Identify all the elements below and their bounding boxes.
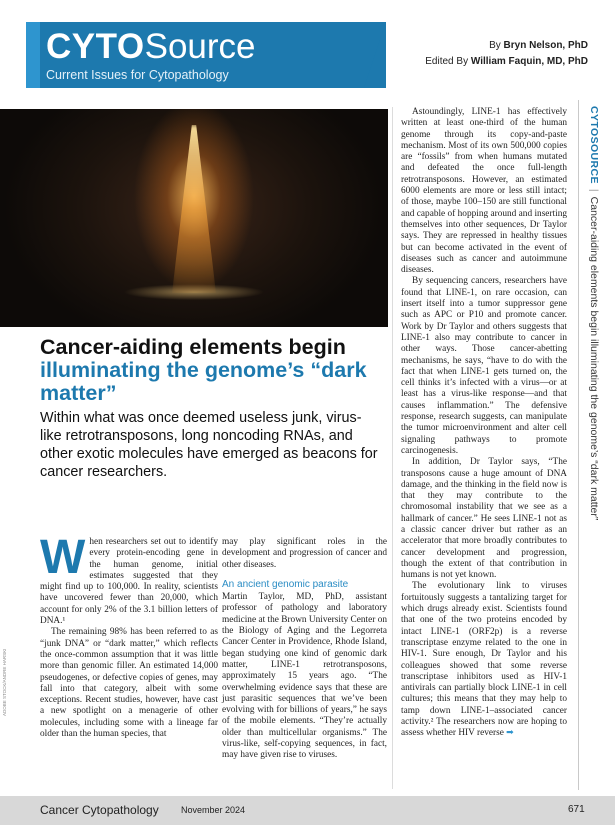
body-column-2 bbox=[222, 537, 387, 762]
logo-bold: CYTO bbox=[46, 27, 145, 66]
editor-line: Edited By William Faquin, MD, PhD bbox=[425, 56, 588, 67]
body-column-3 bbox=[401, 107, 567, 740]
paragraph: may play significant roles in the development and progression of cancer and other diseases. bbox=[222, 537, 387, 570]
article-deck: Within what was once deemed useless junk, virus-like retrotransposons, long noncoding RNAs, and other exotic molecules have emerged as beacons for cancer researchers. bbox=[40, 410, 378, 480]
section-side-tab bbox=[588, 106, 600, 520]
paragraph: The evolutionary link to viruses fortuitously suggests a tantalizing target for which drugs already exist. Scientists found that one of the two proteins encoded by intact LINE-1 (ORF2p) is a reverse transcriptase enzyme related to the one in HIV-1. Sure enough, Dr Taylor and his colleagues showed that some reverse transcriptase inhibitors used as HIV-1 antivirals can partially block LINE-1 in cell cultures; this means that they may help to tamp down LINE-1–associated cancer activity.² The researchers now are hoping to assess whether HIV reverse ➡ bbox=[401, 581, 567, 739]
side-tab-separator: | bbox=[588, 188, 600, 192]
paragraph: When researchers set out to identify every protein-encoding gene in the human genome, initial estimates suggested that they might find up to 100,000. In reality, scientists have uncovered fewer than 20,000, which account for only 2% of the 3.1 billion letters of DNA.¹ bbox=[40, 531, 218, 627]
cytosource-logo bbox=[46, 28, 256, 66]
headline-line-1: Cancer-aiding elements begin bbox=[40, 335, 346, 359]
masthead-stripe bbox=[26, 22, 40, 88]
paragraph: In addition, Dr Taylor says, “The transposons cause a huge amount of DNA damage, and the thinking in the field now is that they may contribute to the chromosomal instability that we see as a hallmark of cancer.” He sees LINE-1 not as a classic cancer driver but rather as an accelerator that more broadly contributes to cancer development and progression, though the extent of that contribution in humans is not yet known. bbox=[401, 457, 567, 581]
paragraph: Astoundingly, LINE-1 has effectively written at least one-third of the human genome through its copy-and-paste mechanism. Most of its own 500,000 copies are “fossils” from when humans mutated and defeated the once full-length retrotransposons. However, an estimated 6000 elements are more or less still intact; of those, maybe 100–150 are still functional and capable of hopping around and inserting themselves into other sequences, Dr Taylor says. They are repressed in healthy tissues but can become activated in the event of diseases such as cancer and autoimmune diseases. bbox=[401, 107, 567, 276]
spotlight-beam bbox=[172, 125, 216, 293]
bylines bbox=[388, 38, 588, 70]
masthead-wedge bbox=[364, 22, 386, 88]
drop-cap: W bbox=[40, 531, 86, 584]
page-footer bbox=[0, 796, 615, 825]
paragraph: Martin Taylor, MD, PhD, assistant professor of pathology and laboratory medicine at the Brown University Center on the Biology of Aging and the Legorreta Cancer Center in Providence, Rhode Island, began studying one kind of genomic dark matter, LINE-1 retrotransposons, approximately 15 years ago. “The overwhelming evidence says that these are just parasitic sequences that we’ve been evolving with for billions of years,” he says of the mobile elements. “They’re actually older than multicellular organisms.” The virus-like, self-copying sequences, in fact, may have given rise to viruses. bbox=[222, 592, 387, 761]
headline-line-2: illuminating the genome’s “dark matter” bbox=[40, 358, 367, 405]
paragraph: By sequencing cancers, researchers have found that LINE-1, on rare occasion, can insert itself into a tumor suppressor gene such as APC or P10 and promote cancer. Work by Dr Taylor and others suggests that LINE-1 also may contribute to cancer in other ways. Those cancer-abetting mechanisms, he says, “have to do with the fact that when LINE-1 gets turned on, the cell thinks it’s infected with a virus—or at least has a virus-like response—and that causes inflammation.” The defensive response, research suggests, can manipulate the tumor microenvironment and alter cell signaling pathways to promote carcinogenesis. bbox=[401, 276, 567, 456]
photo-credit: ADOBE STOCK/ANDRE HARSKI bbox=[2, 648, 7, 716]
column-divider bbox=[392, 107, 393, 789]
author-line: By Bryn Nelson, PhD bbox=[489, 40, 588, 51]
side-rule bbox=[578, 100, 579, 790]
editor-name: William Faquin, MD, PhD bbox=[470, 56, 588, 67]
article-headline bbox=[40, 336, 370, 405]
hero-image-spotlight bbox=[0, 109, 388, 327]
arrow-right-icon[interactable]: ➡ bbox=[506, 728, 514, 739]
paragraph: The remaining 98% has been referred to as “junk DNA” or “dark matter,” which reflects the once-common assumption that it was little more than genomic filler. An estimated 14,000 pseudogenes, or defective copies of genes, may fall into that category, albeit with some exceptions. Recent studies, however, have cast a new spotlight on a menagerie of other molecules, including some with a lineage far older than the human species, that bbox=[40, 627, 218, 740]
author-name: Bryn Nelson, PhD bbox=[503, 40, 588, 51]
side-tab-brand: CYTOSOURCE bbox=[588, 106, 600, 184]
side-tab-title: Cancer-aiding elements begin illuminating the genome’s “dark matter” bbox=[588, 196, 600, 521]
issue-date: November 2024 bbox=[181, 805, 246, 815]
body-column-1 bbox=[40, 531, 218, 740]
page-number: 671 bbox=[568, 804, 585, 815]
journal-name: Cancer Cytopathology bbox=[40, 803, 159, 817]
section-subhead: An ancient genomic parasite bbox=[222, 578, 349, 590]
masthead-subtitle: Current Issues for Cytopathology bbox=[46, 68, 229, 82]
masthead-banner bbox=[26, 22, 386, 88]
logo-light: Source bbox=[144, 27, 256, 66]
